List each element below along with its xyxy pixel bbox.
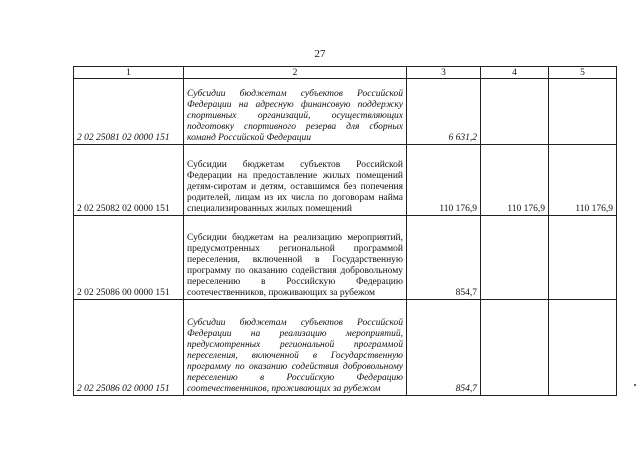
table-row bbox=[74, 145, 617, 216]
budget-code: 2 02 25082 02 0000 151 bbox=[74, 145, 184, 216]
row-description: Субсидии бюджетам субъектов Российской Федерации на предоставление жилых помещений детям-сиротам и детям, оставшимся без попечения родителей, лицам из их числа по договорам найма специализированных жилых помещений bbox=[184, 145, 407, 216]
amount-col4 bbox=[481, 216, 549, 300]
amount-col5 bbox=[549, 300, 617, 396]
column-header-3: 3 bbox=[407, 67, 481, 79]
header-row bbox=[74, 67, 617, 79]
amount-col4 bbox=[481, 79, 549, 145]
column-header-4: 4 bbox=[481, 67, 549, 79]
budget-table bbox=[73, 66, 617, 396]
budget-code: 2 02 25086 00 0000 151 bbox=[74, 216, 184, 300]
table-row bbox=[74, 300, 617, 396]
row-description: Субсидии бюджетам субъектов Российской Федерации на адресную финансовую поддержку спортивных организаций, осуществляющих подготовку спортивного резерва для сборных команд Российской Федерации bbox=[184, 79, 407, 145]
scan-speck bbox=[634, 384, 636, 386]
column-header-2: 2 bbox=[184, 67, 407, 79]
amount-col5 bbox=[549, 79, 617, 145]
amount-col5 bbox=[549, 216, 617, 300]
table-row bbox=[74, 216, 617, 300]
table-row bbox=[74, 79, 617, 145]
row-description: Субсидии бюджетам на реализацию мероприятий, предусмотренных региональной программой переселения, включенной в Государственную программу по оказанию содействия добровольному переселению в Российскую Федерацию соотечественников, проживающих за рубежом bbox=[184, 216, 407, 300]
amount-col3: 854,7 bbox=[407, 300, 481, 396]
amount-col3: 854,7 bbox=[407, 216, 481, 300]
budget-code: 2 02 25086 02 0000 151 bbox=[74, 300, 184, 396]
column-header-5: 5 bbox=[549, 67, 617, 79]
amount-col5: 110 176,9 bbox=[549, 145, 617, 216]
page-number: 27 bbox=[314, 48, 326, 60]
amount-col3: 6 631,2 bbox=[407, 79, 481, 145]
amount-col3: 110 176,9 bbox=[407, 145, 481, 216]
column-header-1: 1 bbox=[74, 67, 184, 79]
amount-col4 bbox=[481, 300, 549, 396]
row-description: Субсидии бюджетам субъектов Российской Федерации на реализацию мероприятий, предусмотренных региональной программой переселения, включенной в Государственную программу по оказанию содействия добровольному переселению в Российскую Федерацию соотечественников, проживающих за рубежом bbox=[184, 300, 407, 396]
budget-code: 2 02 25081 02 0000 151 bbox=[74, 79, 184, 145]
amount-col4: 110 176,9 bbox=[481, 145, 549, 216]
